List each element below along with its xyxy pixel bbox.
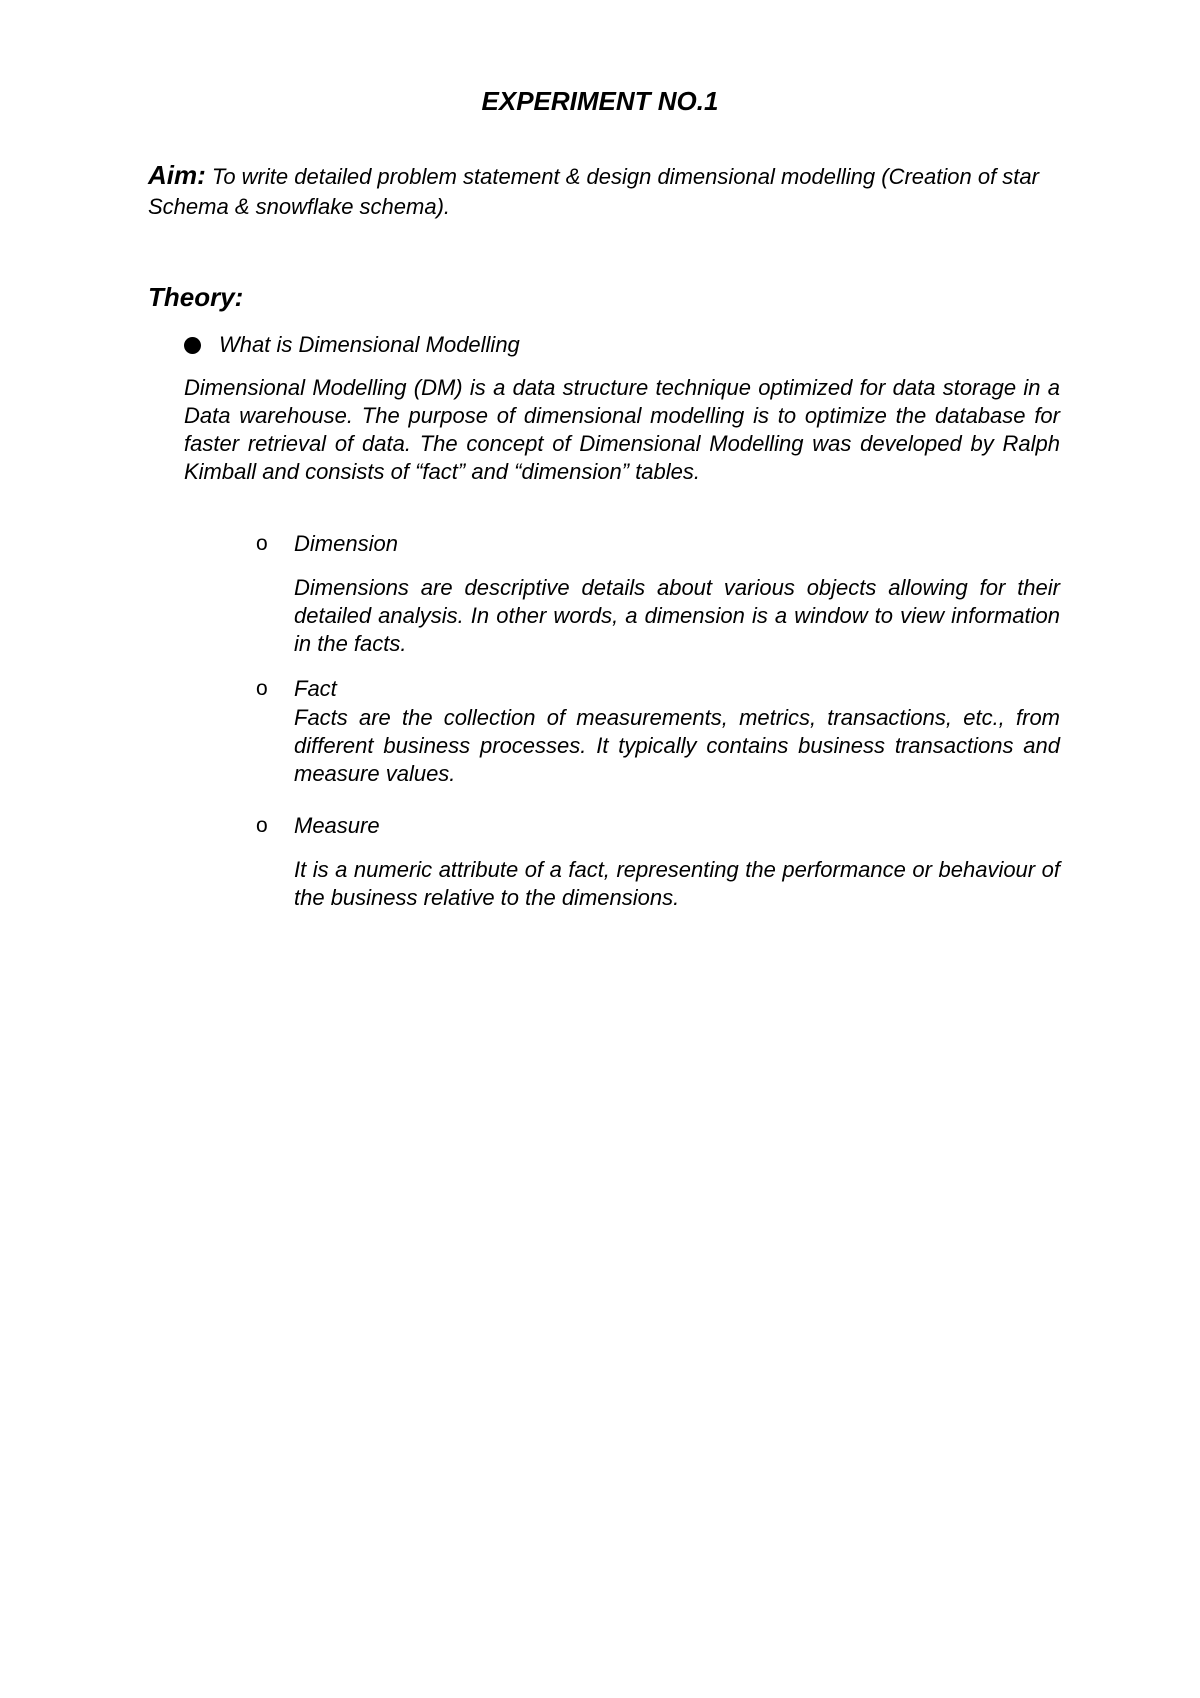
subitem-dimension (256, 529, 398, 559)
sub-bullet-icon: o (256, 814, 268, 837)
subitem-label: Dimension (294, 531, 398, 556)
aim-label: Aim: (148, 160, 206, 190)
theory-heading: Theory: (148, 282, 244, 312)
subitem-label: Measure (294, 813, 380, 838)
page-title: EXPERIMENT NO.1 (481, 86, 719, 116)
sub-bullet-icon: o (256, 677, 268, 700)
measure-paragraph: It is a numeric attribute of a fact, representing the performance or behaviour of the business relative to the dimensions. (294, 857, 1060, 910)
dimension-paragraph: Dimensions are descriptive details about various objects allowing for their detailed analysis. In other words, a dimension is a window to view information in the facts. (294, 575, 1060, 656)
aim-text: To write detailed problem statement & design dimensional modelling (Creation of star Schema & snowflake schema). (148, 164, 1039, 219)
bullet-label: What is Dimensional Modelling (219, 332, 520, 357)
subitem-fact (256, 674, 337, 704)
sub-bullet-icon: o (256, 532, 268, 555)
subitem-label: Fact (294, 676, 337, 701)
bullet-dot-icon (184, 337, 201, 354)
fact-paragraph: Facts are the collection of measurements, metrics, transactions, etc., from different business processes. It typically contains business transactions and measure values. (294, 705, 1060, 786)
dimensional-modelling-paragraph: Dimensional Modelling (DM) is a data structure technique optimized for data storage in a Data warehouse. The purpose of dimensional modelling is to optimize the database for faster retrieval of data. The concept of Dimensional Modelling was developed by Ralph Kimball and consists of “fact” and “dimension” tables. (184, 375, 1060, 484)
bullet-item (184, 330, 520, 360)
subitem-measure (256, 811, 380, 841)
aim-section (148, 160, 1060, 222)
